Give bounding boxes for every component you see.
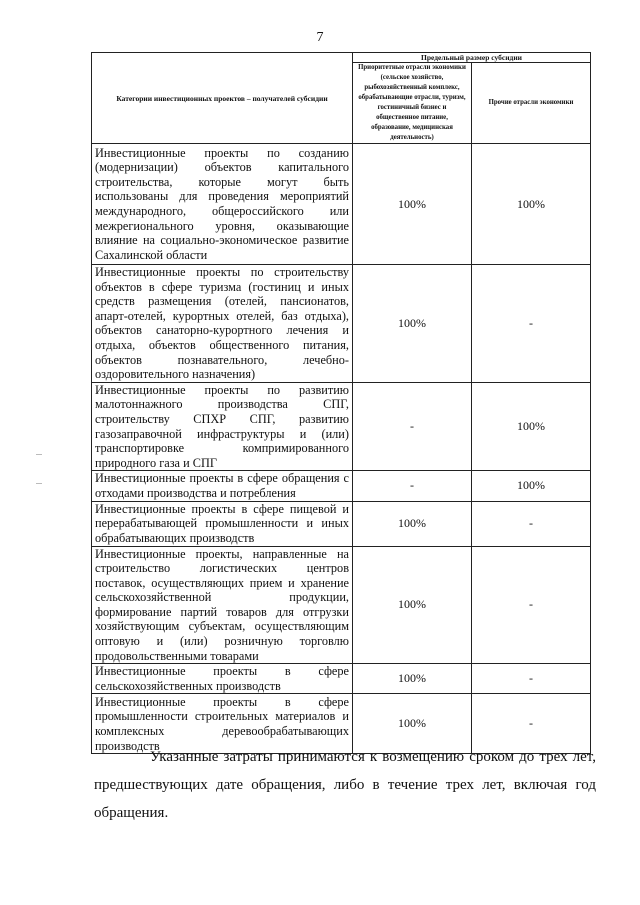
row-category: Инвестиционные проекты в сфере сельскохозяйственных производств: [92, 664, 353, 694]
table-row: [92, 265, 591, 383]
table-row: [92, 471, 591, 501]
row-priority-value: 100%: [353, 501, 472, 546]
table-row: [92, 664, 591, 694]
row-category: Инвестиционные проекты по строительству объектов в сфере туризма (гостиниц и иных средств размещения (отелей, пансионатов, апарт-отелей, курортных отелей, баз отдыха), объектов санаторно-курортного лечения и отдыха, объектов общественного питания, объектов познавательного, лечебно-оздоровительного назначения): [92, 265, 353, 383]
margin-mark: [36, 454, 42, 455]
table-row: [92, 546, 591, 664]
row-priority-value: -: [353, 471, 472, 501]
row-priority-value: 100%: [353, 694, 472, 754]
table-row: [92, 382, 591, 471]
row-other-value: -: [472, 546, 591, 664]
row-category: Инвестиционные проекты по созданию (модернизации) объектов капитального строительства, которые могут быть использованы для проведения мероприятий международного, общероссийского или межрегионального уровня, оказывающие влияние на социально-экономическое развитие Сахалинской области: [92, 144, 353, 265]
other-sectors-header: Прочие отрасли экономики: [472, 63, 591, 144]
row-priority-value: -: [353, 382, 472, 471]
subsidy-table: [91, 52, 591, 754]
subsidy-limit-header: Предельный размер субсидии: [353, 53, 591, 63]
row-other-value: -: [472, 501, 591, 546]
category-column-header: Категории инвестиционных проектов – получателей субсидии: [92, 53, 353, 144]
row-other-value: 100%: [472, 471, 591, 501]
page-number: 7: [316, 30, 324, 45]
row-category: Инвестиционные проекты в сфере обращения с отходами производства и потребления: [92, 471, 353, 501]
row-priority-value: 100%: [353, 546, 472, 664]
table-row: [92, 501, 591, 546]
row-other-value: -: [472, 265, 591, 383]
row-category: Инвестиционные проекты в сфере промышленности строительных материалов и комплексных деревообрабатывающих производств: [92, 694, 353, 754]
row-other-value: 100%: [472, 144, 591, 265]
priority-sectors-header: Приоритетные отрасли экономики (сельское хозяйство, рыбохозяйственный комплекс, обрабатывающие отрасли, туризм, гостиничный бизнес и общественное питание, образование, медицинская деятельность): [353, 63, 472, 144]
row-category: Инвестиционные проекты в сфере пищевой и перерабатывающей промышленности и иных обрабатывающих производств: [92, 501, 353, 546]
row-priority-value: 100%: [353, 664, 472, 694]
margin-mark: [36, 483, 42, 484]
row-other-value: -: [472, 694, 591, 754]
table-row: [92, 144, 591, 265]
reimbursement-note: Указанные затраты принимаются к возмещению сроком до трех лет, предшествующих дате обращения, либо в течение трех лет, включая год обращения.: [94, 749, 596, 821]
row-category: Инвестиционные проекты по развитию малотоннажного производства СПГ, строительству СПХР СПГ, развитию газозаправочной инфраструктуры и (или) транспортировке компримированного природного газа и СПГ: [92, 382, 353, 471]
row-other-value: 100%: [472, 382, 591, 471]
row-other-value: -: [472, 664, 591, 694]
row-priority-value: 100%: [353, 265, 472, 383]
row-priority-value: 100%: [353, 144, 472, 265]
row-category: Инвестиционные проекты, направленные на строительство логистических центров поставок, осуществляющих прием и хранение сельскохозяйственной продукции, формирование партий товаров для отгрузки хозяйствующим субъектам, осуществляющим оптовую и (или) розничную торговлю продовольственными товарами: [92, 546, 353, 664]
